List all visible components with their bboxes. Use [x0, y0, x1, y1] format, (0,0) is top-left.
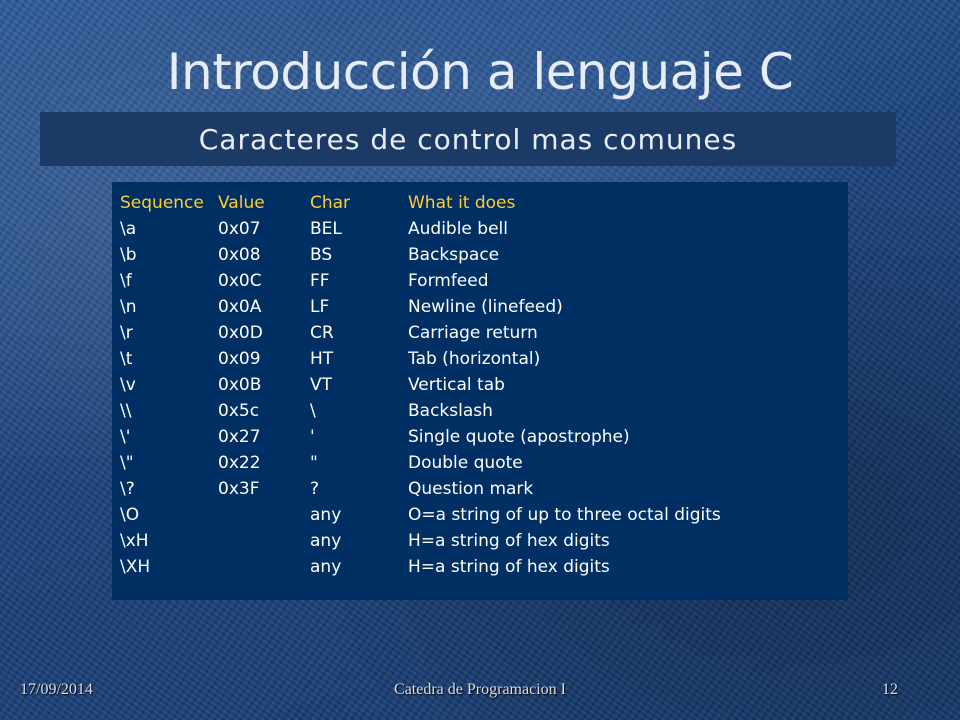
cell-char: \ [310, 401, 316, 421]
cell-char: BS [310, 245, 333, 265]
table-row [120, 554, 840, 580]
cell-description: Carriage return [408, 323, 538, 343]
cell-sequence: \t [120, 349, 133, 369]
table-row [120, 502, 840, 528]
cell-description: Backslash [408, 401, 493, 421]
slide-number: 12 [882, 681, 898, 698]
table-row [120, 242, 840, 268]
cell-description: Audible bell [408, 219, 508, 239]
cell-value: 0x27 [218, 427, 261, 447]
cell-char: LF [310, 297, 330, 317]
cell-char: CR [310, 323, 334, 343]
cell-description: H=a string of hex digits [408, 557, 610, 577]
cell-char: FF [310, 271, 330, 291]
cell-sequence: \a [120, 219, 137, 239]
cell-description: Newline (linefeed) [408, 297, 563, 317]
table-row [120, 528, 840, 554]
table-row [120, 476, 840, 502]
cell-value: 0x0C [218, 271, 262, 291]
cell-description: Tab (horizontal) [408, 349, 541, 369]
table-row [120, 372, 840, 398]
cell-sequence: \xH [120, 531, 149, 551]
header-description: What it does [408, 193, 516, 213]
table-row [120, 320, 840, 346]
cell-char: any [310, 505, 342, 525]
table-row [120, 346, 840, 372]
cell-char: ' [310, 427, 315, 447]
cell-description: Single quote (apostrophe) [408, 427, 630, 447]
cell-description: H=a string of hex digits [408, 531, 610, 551]
control-characters-table [112, 182, 848, 600]
footer-date: 17/09/2014 [20, 681, 93, 698]
cell-value: 0x3F [218, 479, 260, 499]
cell-description: O=a string of up to three octal digits [408, 505, 721, 525]
cell-char: any [310, 531, 342, 551]
cell-value: 0x22 [218, 453, 261, 473]
table-row [120, 268, 840, 294]
cell-char: any [310, 557, 342, 577]
cell-sequence: \r [120, 323, 133, 343]
cell-char: VT [310, 375, 333, 395]
cell-description: Vertical tab [408, 375, 505, 395]
cell-sequence: \' [120, 427, 131, 447]
table-row [120, 398, 840, 424]
cell-sequence: \O [120, 505, 140, 525]
cell-sequence: \f [120, 271, 132, 291]
table-row [120, 294, 840, 320]
cell-value: 0x5c [218, 401, 260, 421]
table-row [120, 216, 840, 242]
cell-sequence: \" [120, 453, 134, 473]
subtitle-band [40, 112, 896, 166]
cell-char: ? [310, 479, 320, 499]
cell-sequence: \n [120, 297, 137, 317]
header-char: Char [310, 193, 351, 213]
table-row [120, 424, 840, 450]
cell-sequence: \v [120, 375, 136, 395]
cell-description: Formfeed [408, 271, 489, 291]
cell-char: HT [310, 349, 334, 369]
cell-value: 0x0D [218, 323, 263, 343]
cell-sequence: \\ [120, 401, 132, 421]
cell-value: 0x09 [218, 349, 261, 369]
cell-value: 0x08 [218, 245, 261, 265]
table-header-row [120, 190, 840, 216]
cell-value: 0x0A [218, 297, 262, 317]
slide-subtitle: Caracteres de control mas comunes [198, 123, 738, 156]
cell-description: Double quote [408, 453, 523, 473]
cell-sequence: \b [120, 245, 137, 265]
cell-char: BEL [310, 219, 342, 239]
slide-title: Introducción a lenguaje C [166, 43, 794, 101]
cell-char: " [310, 453, 318, 473]
cell-sequence: \? [120, 479, 135, 499]
table-row [120, 450, 840, 476]
header-value: Value [218, 193, 265, 213]
cell-description: Question mark [408, 479, 534, 499]
cell-sequence: \XH [120, 557, 151, 577]
footer-course: Catedra de Programacion I [394, 681, 566, 698]
header-sequence: Sequence [120, 193, 204, 213]
cell-description: Backspace [408, 245, 500, 265]
cell-value: 0x07 [218, 219, 261, 239]
cell-value: 0x0B [218, 375, 262, 395]
